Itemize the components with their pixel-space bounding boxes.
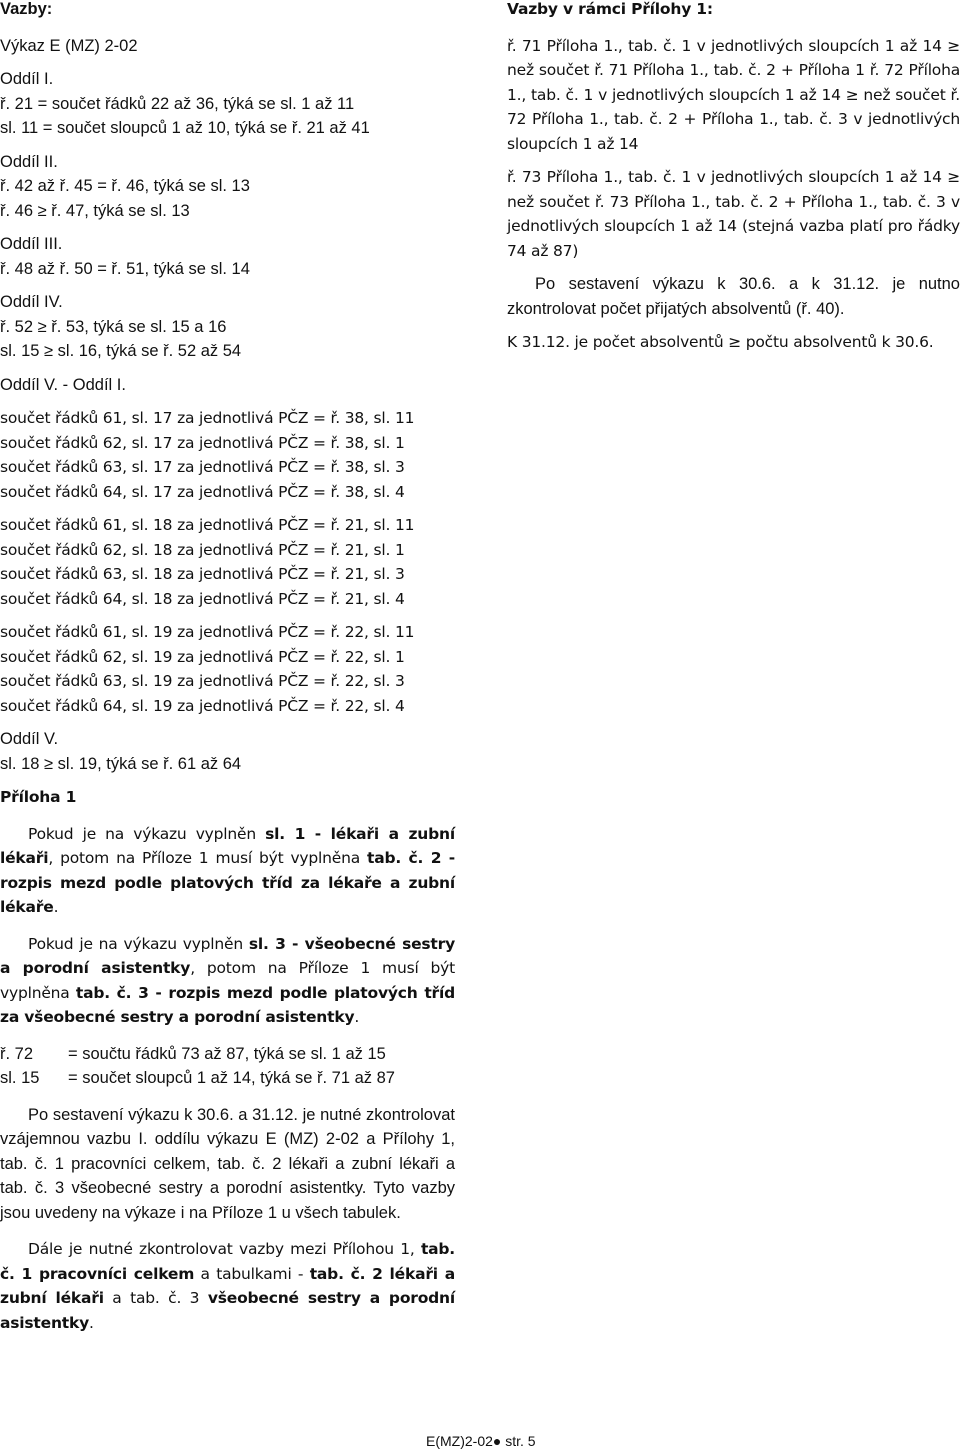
appendix-title: Příloha 1 — [0, 788, 77, 806]
appendix-rule-2: ř. 73 Příloha 1., tab. č. 1 v jednotlivých sloupcích 1 až 14 ≥ než součet ř. 73 Příloha 1., tab. č. 2 + Příloha 1., tab. č. 3 v jednotlivých sloupcích 1 až 14 (stejná vazba platí pro řádky 74 až 87) — [507, 168, 960, 260]
formula-value: = součet sloupců 1 až 14, týká se ř. 71 až 87 — [68, 1069, 395, 1087]
text-run: . — [89, 1313, 94, 1332]
appendix-paragraph-1 — [0, 822, 455, 920]
formula-row-2 — [0, 1066, 455, 1091]
left-column — [0, 0, 455, 1335]
appendix-paragraph-2 — [0, 932, 455, 1030]
appendix-rule-1: ř. 71 Příloha 1., tab. č. 1 v jednotlivých sloupcích 1 až 14 ≥ než součet ř. 71 Příloha 1., tab. č. 2 + Příloha 1 ř. 72 Příloha 1., tab. č. 1 v jednotlivých sloupcích 1 až 14 ≥ než součet ř. 72 Příloha 1., tab. č. 2 + Příloha 1., tab. č. 3 v jednotlivých sloupcích 1 až 14 — [507, 36, 960, 153]
page-footer: E(MZ)2-02● str. 5 — [426, 1433, 536, 1449]
rule-line: součet řádků 63, sl. 18 za jednotlivá PČZ = ř. 21, sl. 3 — [0, 565, 405, 583]
rule-line: součet řádků 61, sl. 18 za jednotlivá PČZ = ř. 21, sl. 11 — [0, 516, 415, 534]
graduates-check: Po sestavení výkazu k 30.6. a k 31.12. je nutno zkontrolovat počet přijatých absolventů (ř. 40). — [507, 275, 960, 318]
text-run-bold: sl. 3 - všeobecné sestry a porodní asistentky — [0, 934, 455, 977]
rule-line: součet řádků 61, sl. 17 za jednotlivá PČZ = ř. 38, sl. 11 — [0, 409, 415, 427]
formula-key: ř. 72 — [0, 1044, 34, 1063]
text-run: Dále je nutné zkontrolovat vazby mezi Přílohou 1, — [28, 1240, 421, 1258]
text-run-bold: všeobecné sestry a porodní asistentky — [0, 1289, 456, 1332]
rule-line: součet řádků 62, sl. 18 za jednotlivá PČZ = ř. 21, sl. 1 — [0, 540, 405, 559]
text-run: . — [354, 1008, 360, 1026]
formula-row-1 — [0, 1042, 455, 1067]
right-column — [507, 0, 960, 355]
rule-group-1 — [0, 406, 455, 504]
text-run: , potom na Příloze 1 musí být vyplněna — [48, 849, 368, 867]
rule-line: součet řádků 61, sl. 19 za jednotlivá PČZ = ř. 22, sl. 11 — [0, 623, 415, 641]
section-title-3: Oddíl III. — [0, 235, 63, 253]
section-title-1: Oddíl I. — [0, 70, 54, 88]
rule-line: ř. 52 ≥ ř. 53, týká se sl. 15 a 16 — [0, 317, 227, 336]
text-run-bold: tab. č. 1 pracovníci celkem — [0, 1240, 455, 1283]
text-run: Pokud je na výkazu vyplněn — [28, 934, 249, 953]
rule-line: ř. 46 ≥ ř. 47, týká se sl. 13 — [0, 201, 190, 220]
text-run: , potom na Příloze 1 musí být vyplněna — [0, 959, 455, 1002]
graduates-rule: K 31.12. je počet absolventů ≥ počtu absolventů k 30.6. — [507, 333, 934, 351]
section-title-2: Oddíl II. — [0, 152, 58, 171]
text-run: a tabulkami - — [194, 1264, 310, 1283]
rule-group-3 — [0, 620, 455, 718]
rule-line: součet řádků 63, sl. 17 za jednotlivá PČZ = ř. 38, sl. 3 — [0, 458, 405, 476]
rule-line: součet řádků 62, sl. 19 za jednotlivá PČZ = ř. 22, sl. 1 — [0, 647, 405, 666]
text-run-bold: tab. č. 2 lékaři a zubní lékaři — [0, 1264, 455, 1307]
text-run: a tab. č. 3 — [103, 1289, 208, 1307]
rule-line: součet řádků 64, sl. 19 za jednotlivá PČZ = ř. 22, sl. 4 — [0, 696, 405, 715]
formula-key: sl. 15 — [0, 1069, 40, 1087]
rule-line: součet řádků 62, sl. 17 za jednotlivá PČZ = ř. 38, sl. 1 — [0, 433, 405, 452]
rule-line: ř. 42 až ř. 45 = ř. 46, týká se sl. 13 — [0, 177, 250, 195]
text-run-bold: tab. č. 3 - rozpis mezd podle platových tříd za všeobecné sestry a porodní asistentky — [0, 983, 455, 1026]
rule-line: sl. 11 = součet sloupců 1 až 10, týká se ř. 21 až 41 — [0, 119, 370, 137]
rule-line: ř. 48 až ř. 50 = ř. 51, týká se sl. 14 — [0, 259, 250, 278]
check-paragraph-2 — [0, 1237, 455, 1335]
text-run-bold: sl. 1 - lékaři a zubní lékaři — [0, 824, 455, 867]
rule-line: sl. 18 ≥ sl. 19, týká se ř. 61 až 64 — [0, 754, 242, 773]
rule-line: součet řádků 64, sl. 17 za jednotlivá PČZ = ř. 38, sl. 4 — [0, 482, 405, 501]
rule-line: sl. 15 ≥ sl. 16, týká se ř. 52 až 54 — [0, 342, 242, 360]
rule-group-2 — [0, 513, 455, 611]
form-name: Výkaz E (MZ) 2-02 — [0, 36, 138, 55]
rule-line: součet řádků 63, sl. 19 za jednotlivá PČZ = ř. 22, sl. 3 — [0, 672, 405, 690]
text-run: Pokud je na výkazu vyplněn — [28, 824, 266, 843]
formula-value: = součtu řádků 73 až 87, týká se sl. 1 až 15 — [68, 1044, 386, 1063]
section-title-5: Oddíl V. - Oddíl I. — [0, 375, 126, 394]
rule-line: ř. 21 = součet řádků 22 až 36, týká se sl. 1 až 11 — [0, 94, 355, 113]
section-title-6: Oddíl V. — [0, 730, 59, 748]
rule-line: součet řádků 64, sl. 18 za jednotlivá PČZ = ř. 21, sl. 4 — [0, 589, 405, 608]
section-title-4: Oddíl IV. — [0, 293, 63, 311]
text-run-bold: tab. č. 2 - rozpis mezd podle platových tříd za lékaře a zubní lékaře — [0, 849, 455, 916]
text-run: . — [53, 898, 59, 916]
section-heading: Vazby: — [0, 0, 53, 18]
section-heading: Vazby v rámci Přílohy 1: — [507, 0, 713, 18]
check-paragraph: Po sestavení výkazu k 30.6. a 31.12. je nutné zkontrolovat vzájemnou vazbu I. oddílu výkazu E (MZ) 2-02 a Přílohy 1, tab. č. 1 pracovníci celkem, tab. č. 2 lékaři a zubní lékaři a tab. č. 3 všeobecné sestry a porodní asistentky. Tyto vazby jsou uvedeny na výkaze i na Příloze 1 u všech tabulek. — [0, 1105, 455, 1222]
